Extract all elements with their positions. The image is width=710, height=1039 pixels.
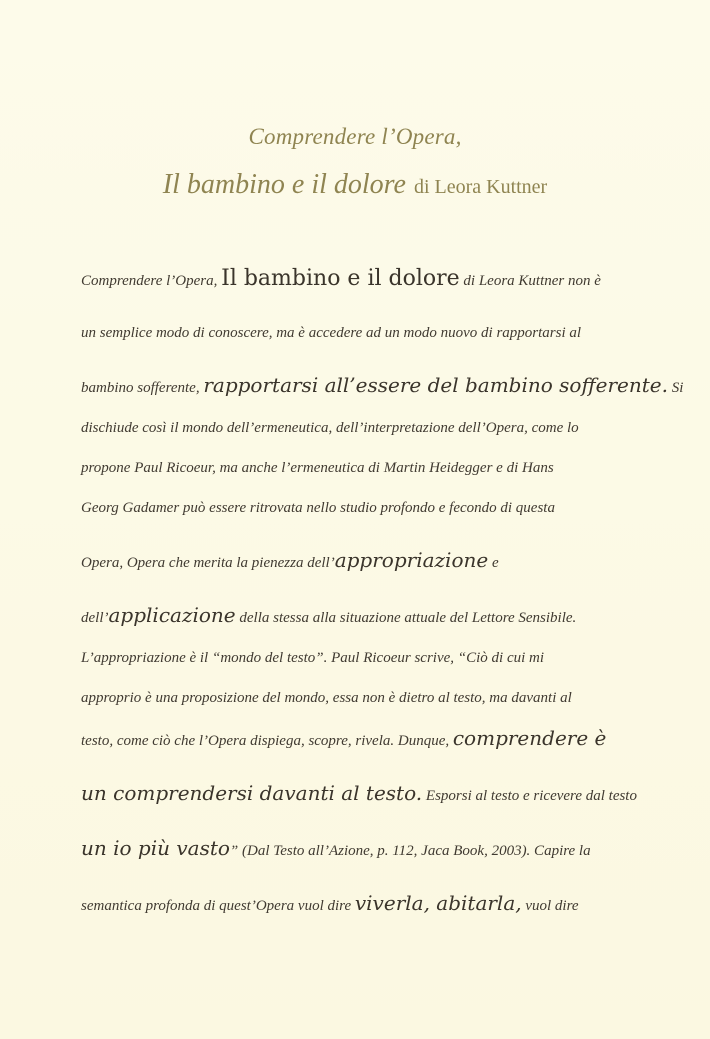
body-line: dischiude così il mondo dell’ermeneutica, dell’interpretazione dell’Opera, come lo bbox=[81, 420, 579, 436]
body-line bbox=[81, 363, 684, 410]
emphasis-text: un comprendersi davanti al testo. bbox=[81, 781, 423, 805]
body-line: propone Paul Ricoeur, ma anche l’ermeneutica di Martin Heidegger e di Hans bbox=[81, 460, 554, 476]
emphasis-text: comprendere è bbox=[452, 726, 607, 750]
body-fragment: Esporsi al testo e ricevere dal testo bbox=[422, 788, 637, 804]
title-block bbox=[0, 118, 710, 206]
body-fragment: ” (Dal Testo all’Azione, p. 112, Jaca Book, 2003). Capire la bbox=[229, 843, 591, 859]
body-line: Georg Gadamer può essere ritrovata nello studio profondo e fecondo di questa bbox=[81, 500, 555, 516]
body-fragment: della stessa alla situazione attuale del Lettore Sensibile. bbox=[235, 610, 577, 626]
body-fragment: e bbox=[488, 555, 499, 571]
body-fragment: Opera, Opera che merita la pienezza dell’ bbox=[81, 555, 335, 571]
body-fragment: vuol dire bbox=[521, 898, 579, 914]
body-line bbox=[81, 881, 633, 928]
body-line bbox=[81, 593, 633, 640]
body-line bbox=[81, 257, 633, 303]
body-line: L’appropriazione è il “mondo del testo”. Paul Ricoeur scrive, “Ciò di cui mi bbox=[81, 650, 545, 666]
body-fragment: bambino sofferente, bbox=[81, 380, 204, 396]
body-fragment: semantica profonda di quest’Opera vuol dire bbox=[81, 898, 355, 914]
book-title: Il bambino e il dolore bbox=[162, 169, 406, 200]
emphasis-text: viverla, abitarla, bbox=[354, 891, 522, 915]
emphasis-text: applicazione bbox=[108, 603, 236, 627]
emphasis-text: appropriazione bbox=[334, 548, 489, 572]
emphasis-text: un io più vasto bbox=[81, 836, 230, 860]
author-name: di Leora Kuttner bbox=[413, 176, 548, 198]
body-line bbox=[81, 538, 633, 585]
body-line bbox=[81, 716, 633, 763]
title-line-1: Comprendere l’Opera, bbox=[248, 124, 462, 149]
body-fragment: Si bbox=[667, 380, 684, 396]
title-line-2 bbox=[0, 166, 710, 206]
body-fragment: dell’ bbox=[81, 610, 109, 626]
body-fragment: di Leora Kuttner non è bbox=[459, 273, 601, 289]
body-line: un semplice modo di conoscere, ma è accedere ad un modo nuovo di rapportarsi al bbox=[81, 325, 582, 341]
emphasis-text: Il bambino e il dolore bbox=[221, 266, 460, 291]
body-line bbox=[81, 826, 633, 873]
body-text bbox=[81, 257, 684, 928]
body-line: approprio è una proposizione del mondo, essa non è dietro al testo, ma davanti al bbox=[81, 690, 572, 706]
body-line bbox=[81, 771, 637, 818]
body-fragment: Comprendere l’Opera, bbox=[81, 273, 222, 289]
emphasis-text: rapportarsi all’essere del bambino sofferente. bbox=[203, 373, 668, 397]
body-fragment: testo, come ciò che l’Opera dispiega, scopre, rivela. Dunque, bbox=[81, 733, 453, 749]
